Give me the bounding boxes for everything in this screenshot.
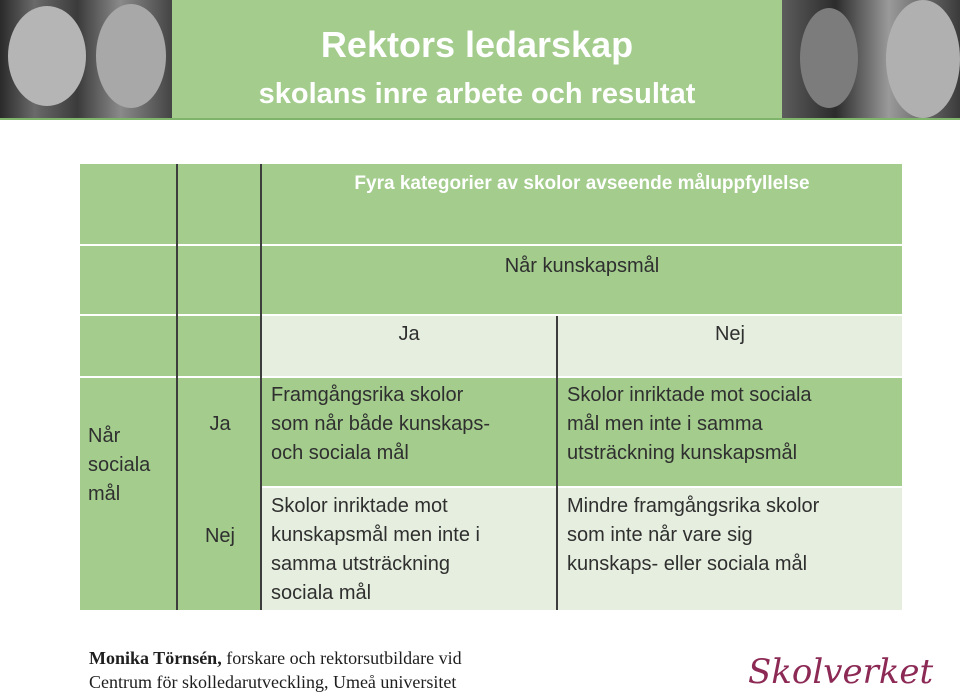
cell-line: Mindre framgångsrika skolor [567,495,820,517]
cell-line: sociala mål [271,582,372,604]
row-group-label-line: sociala [88,454,151,476]
cell-line: samma utsträckning [271,553,450,575]
cell-line: kunskapsmål men inte i [271,524,480,546]
col-header-nej: Nej [714,323,745,345]
cell-ja-ja [271,381,553,468]
table-title: Fyra kategorier av skolor avseende måluppfyllelse [354,173,810,194]
row-group-label [88,422,176,509]
row-group-label-line: Når [88,425,121,447]
cell-line: utsträckning kunskapsmål [567,442,798,464]
footer-org: Centrum för skolledarutveckling, Umeå universitet [89,672,457,692]
skolverket-logo: Skolverket [748,652,934,692]
cell-line: mål men inte i samma [567,413,763,435]
footer-role: forskare och rektorsutbildare vid [221,648,462,668]
cell-line: Skolor inriktade mot [271,495,448,517]
cell-line: kunskaps- eller sociala mål [567,553,808,575]
cell-line: Framgångsrika skolor [271,384,464,406]
col-header-ja: Ja [398,323,420,345]
cell-line: som inte når vare sig [567,524,753,546]
header-divider [0,118,960,120]
students-photo-right [782,0,960,118]
footer-author: Monika Törnsén, [89,648,222,668]
row-group-label-line: mål [88,483,121,505]
cell-line: som når både kunskaps- [271,413,491,435]
row-header-ja: Ja [209,413,231,435]
header-title-block [172,0,782,118]
page-title: Rektors ledarskap [320,24,634,65]
row-header-nej: Nej [204,525,235,547]
grid-line [176,164,178,610]
cell-line: och sociala mål [271,442,409,464]
header-corner [80,316,262,376]
cell-nej-ja [271,492,553,608]
cell-nej-nej [567,492,897,579]
grid-line [260,164,262,610]
students-photo-left [0,0,172,118]
page-subtitle: skolans inre arbete och resultat [258,78,696,110]
footer-credit [89,646,609,694]
cell-ja-nej [567,381,897,468]
col-group-label: Når kunskapsmål [504,255,660,277]
cell-line: Skolor inriktade mot sociala [567,384,812,406]
grid-line [556,316,558,610]
footer-line-1 [89,646,609,670]
